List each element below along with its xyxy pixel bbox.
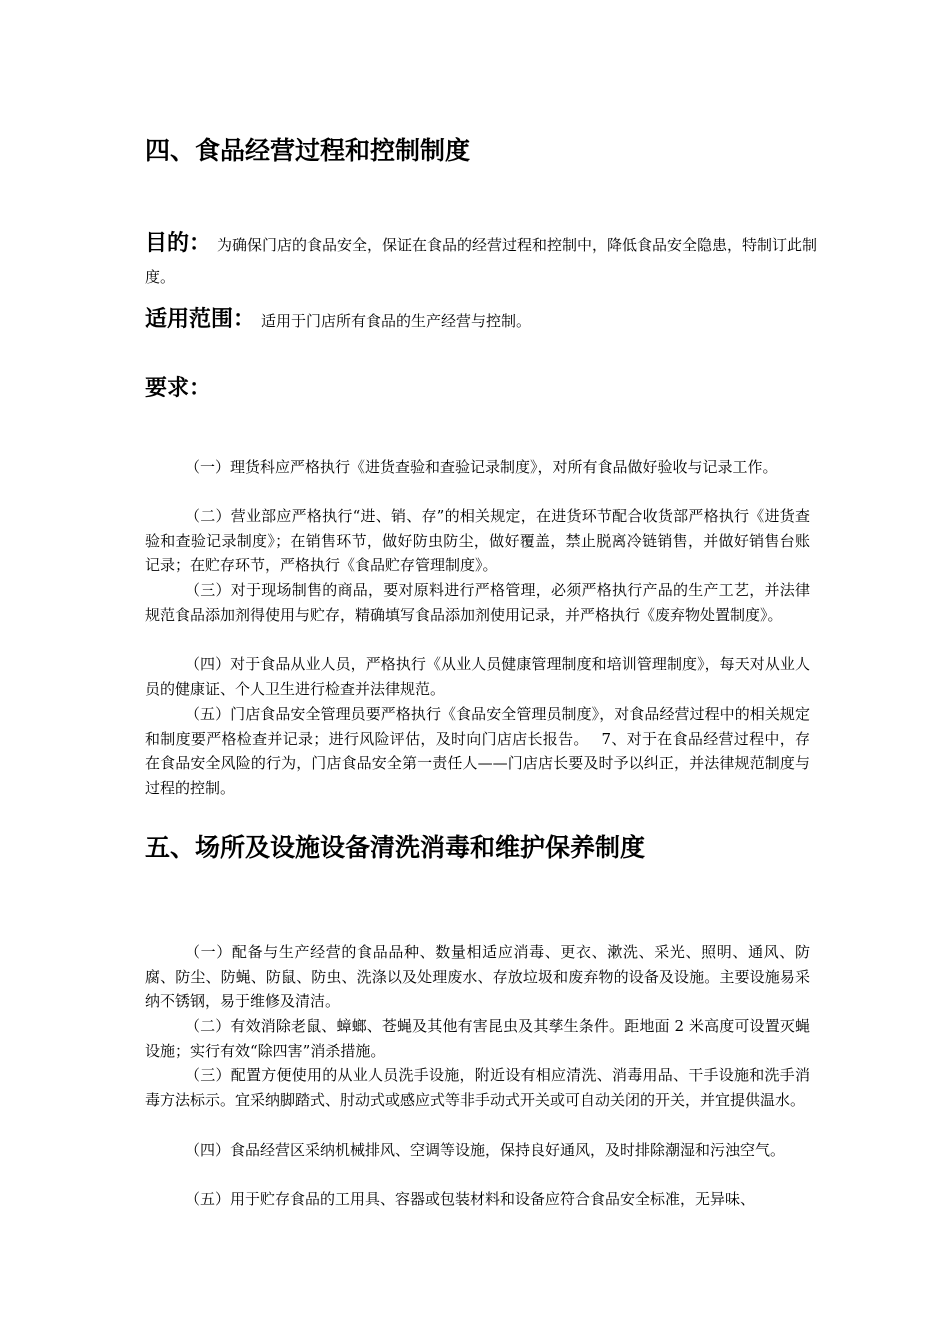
purpose-line [145, 228, 825, 293]
section-4-title: 四、食品经营过程和控制制度 [145, 136, 471, 165]
section-4-item-1: （一）理货科应严格执行《进货查验和查验记录制度》，对所有食品做好验收与记录工作。 [185, 458, 778, 476]
section-5-item-1: （一）配备与生产经营的食品品种、数量相适应消毒、更衣、漱洗、采光、照明、通风、防腐、防尘、防蝇、防鼠、防虫、洗涤以及处理废水、存放垃圾和废弃物的设备及设施。主要设施易采纳不锈钢，易于维修及清洁。 [145, 943, 810, 1010]
scope-line [145, 304, 825, 337]
section-5-item-2: （二）有效消除老鼠、蟑螂、苍蝇及其他有害昆虫及其孳生条件。距地面 2 米高度可设置灭蝇设施；实行有效“除四害”消杀措施。 [145, 1017, 810, 1060]
purpose-text: 为确保门店的食品安全，保证在食品的经营过程和控制中，降低食品安全隐患，特制订此制度。 [145, 236, 818, 286]
section-4-item-3: （三）对于现场制售的商品，要对原料进行严格管理，必须严格执行产品的生产工艺，并法律规范食品添加剂得使用与贮存，精确填写食品添加剂使用记录，并严格执行《废弃物处置制度》。 [145, 581, 810, 624]
purpose-label: 目的： [145, 231, 212, 256]
section-4-item-2: （二）营业部应严格执行“进、销、存”的相关规定，在进货环节配合收货部严格执行《进货查验和查验记录制度》；在销售环节，做好防虫防尘，做好覆盖，禁止脱离冷链销售，并做好销售台账记录；在贮存环节，严格执行《食品贮存管理制度》。 [145, 507, 810, 574]
section-4-item-5: （五）门店食品安全管理员要严格执行《食品安全管理员制度》，对食品经营过程中的相关规定和制度要严格检查并记录；进行风险评估，及时向门店店长报告。 7、对于在食品经营过程中，存在食品安全风险的行为，门店食品安全第一责任人——门店店长要及时予以纠正，并法律规范制度与过程的控制。 [145, 705, 810, 797]
requirements-label: 要求： [145, 376, 212, 401]
scope-text: 适用于门店所有食品的生产经营与控制。 [261, 312, 532, 330]
section-5-title: 五、场所及设施设备清洗消毒和维护保养制度 [145, 833, 646, 862]
section-5-item-3: （三）配置方便使用的从业人员洗手设施，附近设有相应清洗、消毒用品、干手设施和洗手消毒方法标示。宜采纳脚踏式、肘动式或感应式等非手动式开关或可自动关闭的开关，并宜提供温水。 [145, 1066, 810, 1109]
section-5-item-5: （五）用于贮存食品的工用具、容器或包装材料和设备应符合食品安全标准，无异味、 [185, 1190, 756, 1208]
section-5-item-4: （四）食品经营区采纳机械排风、空调等设施，保持良好通风，及时排除潮湿和污浊空气。 [185, 1141, 786, 1159]
scope-label: 适用范围： [145, 307, 256, 332]
section-4-item-4: （四）对于食品从业人员，严格执行《从业人员健康管理制度和培训管理制度》，每天对从业人员的健康证、个人卫生进行检查并法律规范。 [145, 655, 810, 698]
